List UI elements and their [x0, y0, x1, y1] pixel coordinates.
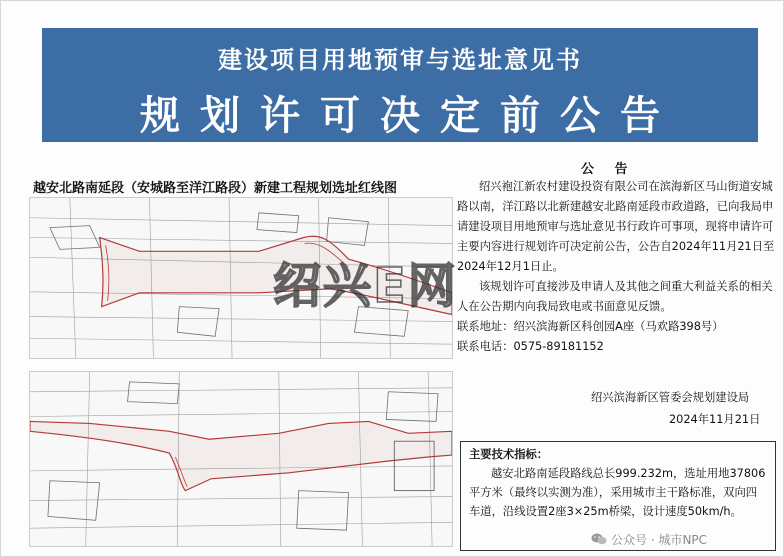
- notice-body: [457, 177, 779, 357]
- wechat-icon: [591, 532, 607, 546]
- title-banner: [42, 28, 758, 142]
- notice-paragraph-1: 绍兴袍江新农村建设投资有限公司在滨海新区马山街道安城路以南，洋江路以北新建越安北路南延段市政道路，已向我局申请建设项目用地预审与选址意见书行政许可事项，现将申请许可主要内容进行规划许可决定前公告，公告自2024年11月21日至2024年12月1日止。: [457, 180, 775, 273]
- tech-heading: 主要技术指标：: [469, 448, 549, 461]
- contact-phone: 联系电话：0575-89181152: [457, 340, 604, 353]
- channel-label: 公众号 · 城市NPC: [611, 533, 708, 547]
- redline-map-bottom: [29, 371, 453, 547]
- contact-address: 联系地址：绍兴滨海新区科创园A座（马欢路398号）: [457, 320, 724, 333]
- map-title: 越安北路南延段（安城路至洋江路段）新建工程规划选址红线图: [33, 181, 398, 196]
- banner-title: 规划许可决定前公告: [140, 93, 680, 139]
- notice-paragraph-2: 该规划许可直接涉及申请人及其他之间重大利益关系的相关人在公告期内向我局致电或书面意见反馈。: [457, 280, 773, 313]
- issuing-office: 绍兴滨海新区管委会规划建设局: [591, 391, 750, 404]
- tech-text: 越安北路南延段路线总长999.232m，选址用地37806平方米（最终以实测为准），采用城市主干路标准，双向四车道，沿线设置2座3×25m桥梁，设计速度50km/h。: [469, 467, 766, 518]
- channel-badge: [591, 531, 707, 548]
- notice-heading: 公 告: [581, 162, 636, 177]
- issue-date: 2024年11月21日: [669, 413, 761, 426]
- watermark: 绍兴E网: [273, 258, 458, 314]
- redline-map-bottom-drawing: [30, 372, 452, 546]
- banner-subtitle: 建设项目用地预审与选址意见书: [218, 46, 582, 74]
